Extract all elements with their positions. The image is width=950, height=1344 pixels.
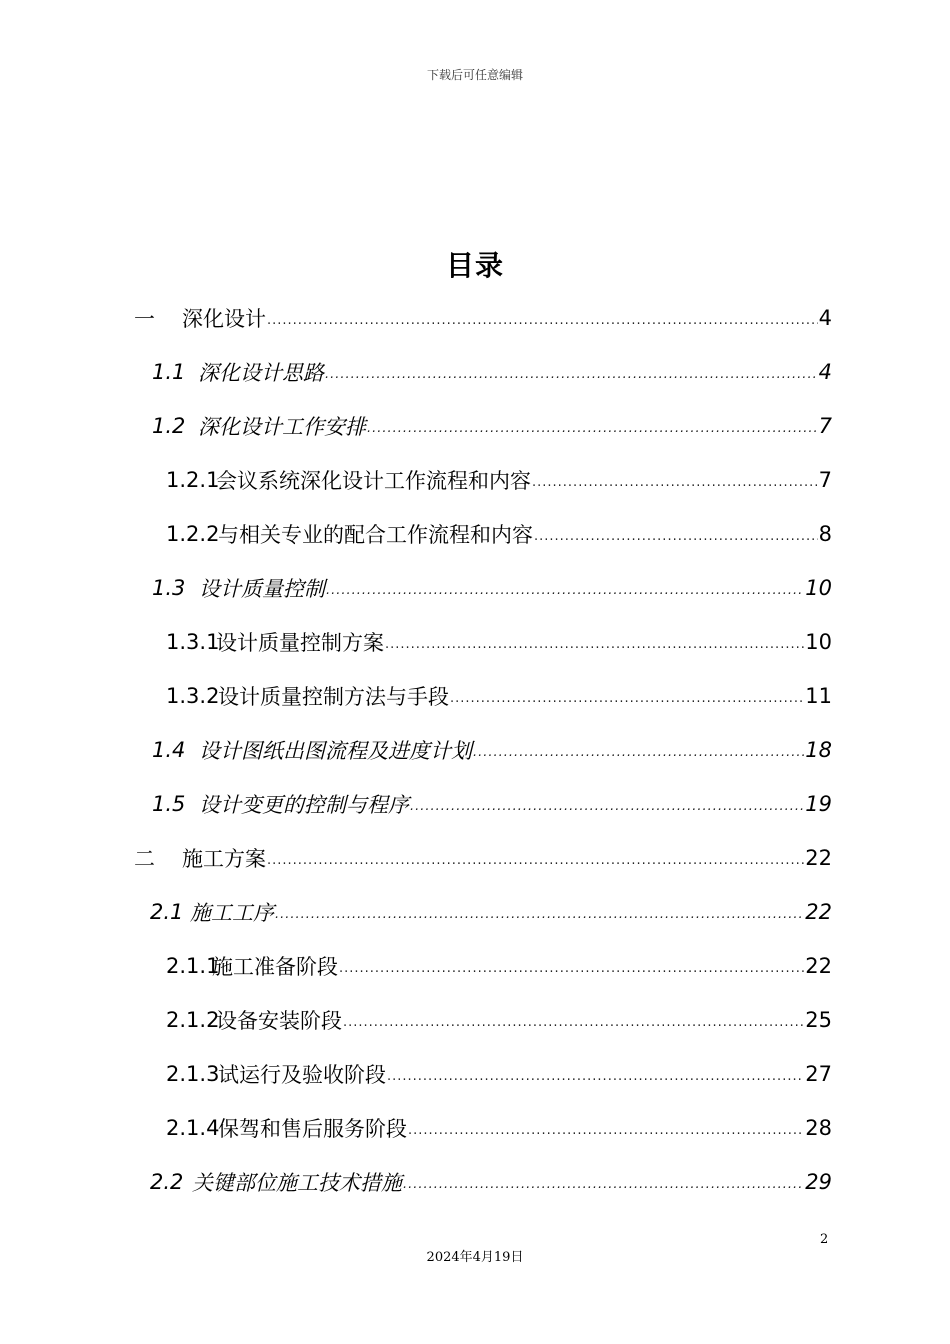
toc-entry[interactable]: [166, 512, 832, 556]
toc-entry-page: 8: [818, 522, 832, 546]
toc-entry[interactable]: [152, 350, 832, 394]
toc-entry-page: 25: [805, 1008, 832, 1032]
toc-leader-dots: [534, 529, 818, 556]
toc-leader-dots: [408, 1123, 804, 1150]
toc-entry[interactable]: [152, 728, 832, 772]
toc-entry-text: 与相关专业的配合工作流程和内容: [218, 523, 533, 547]
page-number: 2: [820, 1232, 829, 1247]
toc-entry[interactable]: [166, 998, 832, 1042]
toc-entry[interactable]: [152, 782, 832, 826]
toc-leader-dots: [403, 1177, 804, 1204]
toc-entry-text: 深化设计工作安排: [198, 415, 366, 439]
toc-entry-number: 1.2.2: [166, 522, 220, 546]
toc-entry-text: 会议系统深化设计工作流程和内容: [216, 469, 531, 493]
toc-entry-text: 设备安装阶段: [216, 1009, 342, 1033]
toc-leader-dots: [367, 421, 818, 448]
toc-entry[interactable]: [166, 458, 832, 502]
toc-entry-text: 施工工序: [190, 901, 274, 925]
toc-leader-dots: [325, 367, 818, 394]
toc-entry[interactable]: [166, 944, 832, 988]
toc-entry-number: 2.1.3: [166, 1062, 220, 1086]
toc-entry-text: 施工方案: [182, 847, 266, 871]
toc-leader-dots: [275, 907, 804, 934]
page-footer-date: 2024年4月19日: [426, 1250, 524, 1265]
toc-leader-dots: [385, 637, 804, 664]
toc-entry-page: 7: [818, 414, 832, 438]
toc-entry[interactable]: [166, 1106, 832, 1150]
toc-entry-page: 29: [805, 1170, 832, 1194]
toc-leader-dots: [532, 475, 818, 502]
toc-entry-text: 保驾和售后服务阶段: [218, 1117, 407, 1141]
toc-leader-dots: [410, 799, 804, 826]
toc-entry-page: 7: [818, 468, 832, 492]
toc-entry-text: 关键部位施工技术措施: [192, 1171, 402, 1195]
toc-entry-number: 2.1.2: [166, 1008, 220, 1032]
toc-entry-page: 27: [805, 1062, 832, 1086]
toc-entry-text: 深化设计: [182, 307, 266, 331]
toc-entry[interactable]: [166, 620, 832, 664]
toc-entry-page: 28: [805, 1116, 832, 1140]
toc-entry-text: 设计质量控制方法与手段: [218, 685, 449, 709]
toc-leader-dots: [450, 691, 804, 718]
toc-entry-page: 18: [805, 738, 832, 762]
toc-entry-page: 22: [805, 954, 832, 978]
toc-entry[interactable]: [134, 296, 832, 340]
toc-entry-page: 11: [805, 684, 832, 708]
toc-entry-number: 2.1.4: [166, 1116, 220, 1140]
toc-leader-dots: [473, 745, 804, 772]
toc-entry-page: 22: [805, 846, 832, 870]
toc-entry-text: 施工准备阶段: [212, 955, 338, 979]
toc-entry-page: 4: [818, 306, 832, 330]
toc-entry[interactable]: [150, 1160, 832, 1204]
toc-entry-number: 1.1: [152, 360, 186, 384]
toc-entry[interactable]: [150, 890, 832, 934]
toc-entry-number: 1.3: [152, 576, 186, 600]
toc-entry-number: 1.5: [152, 792, 186, 816]
toc-entry-text: 试运行及验收阶段: [218, 1063, 386, 1087]
toc-entry-number: 2.1.1: [166, 954, 220, 978]
toc-entry-number: 1.4: [152, 738, 186, 762]
toc-leader-dots: [267, 853, 804, 880]
toc-entry-text: 设计图纸出图流程及进度计划: [199, 739, 472, 763]
toc-entry-text: 深化设计思路: [198, 361, 324, 385]
toc-entry-number: 2.1: [150, 900, 184, 924]
toc-entry-text: 设计质量控制方案: [216, 631, 384, 655]
toc-entry-number: 1.3.1: [166, 630, 220, 654]
toc-entry[interactable]: [152, 566, 832, 610]
toc-leader-dots: [343, 1015, 804, 1042]
toc-leader-dots: [267, 313, 818, 340]
toc-entry-number: 一: [134, 307, 155, 331]
toc-entry-number: 1.2: [152, 414, 186, 438]
toc-entry-page: 4: [818, 360, 832, 384]
page-title: 目录: [445, 249, 504, 282]
toc-entry-page: 10: [805, 576, 832, 600]
toc-entry-page: 19: [805, 792, 832, 816]
toc-leader-dots: [326, 583, 804, 610]
toc-entry-page: 22: [805, 900, 832, 924]
toc-entry-text: 设计变更的控制与程序: [199, 793, 409, 817]
toc-entry-number: 二: [134, 847, 155, 871]
toc-leader-dots: [387, 1069, 804, 1096]
toc-entry[interactable]: [152, 404, 832, 448]
toc-entry[interactable]: [166, 674, 832, 718]
toc-entry[interactable]: [134, 836, 832, 880]
toc-entry-number: 1.3.2: [166, 684, 220, 708]
toc-entry[interactable]: [166, 1052, 832, 1096]
page-header: 下载后可任意编辑: [426, 68, 523, 82]
toc-entry-number: 1.2.1: [166, 468, 220, 492]
toc-leader-dots: [339, 961, 804, 988]
toc-entry-text: 设计质量控制: [199, 577, 325, 601]
toc-entry-page: 10: [805, 630, 832, 654]
toc-entry-number: 2.2: [150, 1170, 184, 1194]
